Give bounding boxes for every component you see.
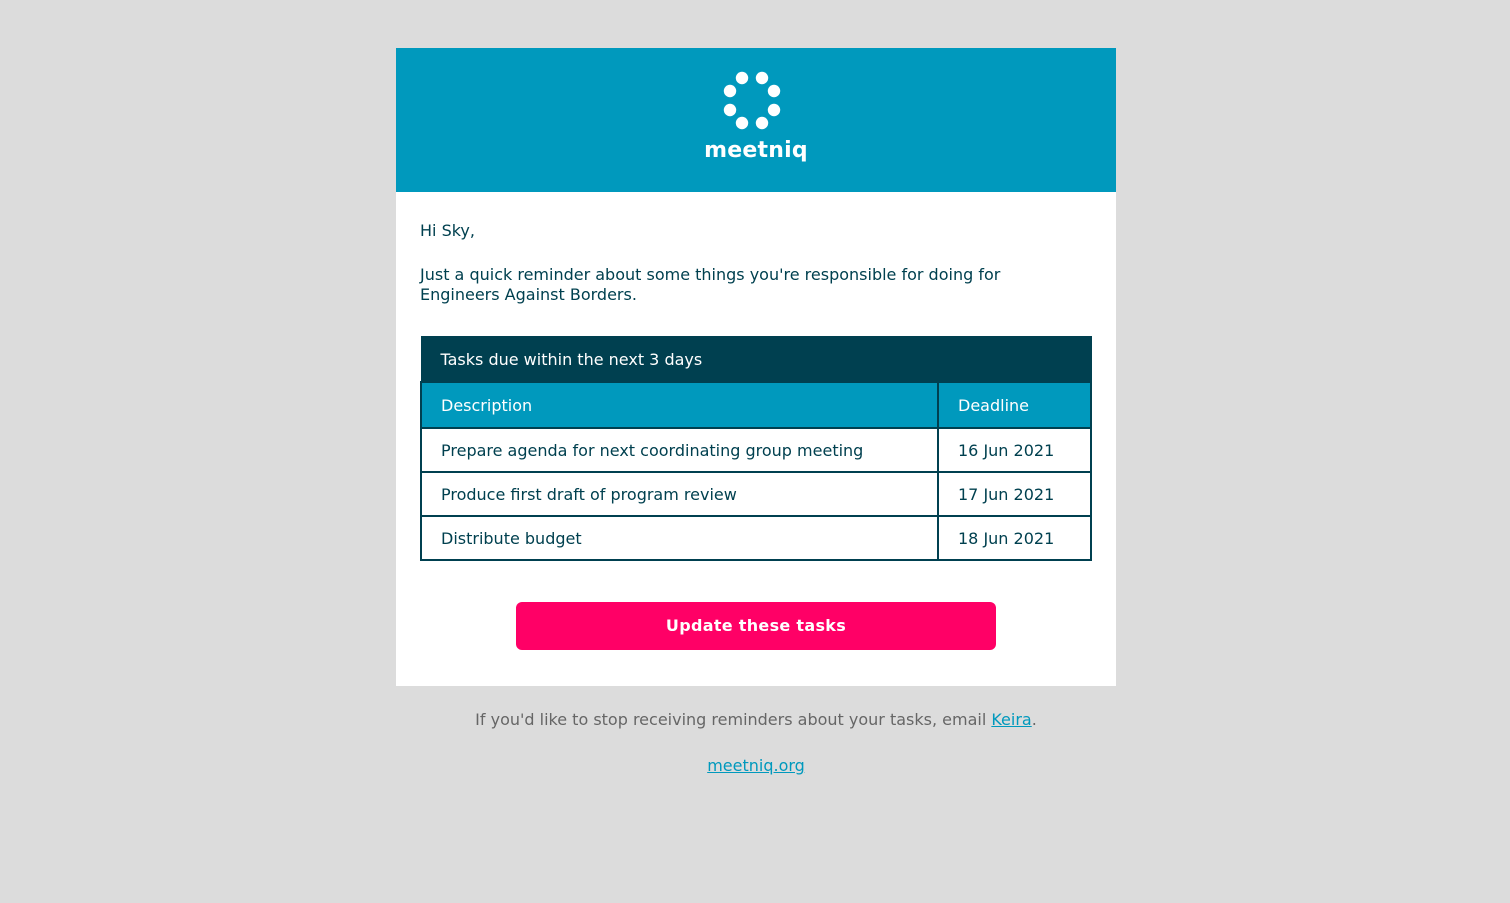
email-footer (396, 708, 1116, 778)
task-deadline: 17 Jun 2021 (938, 472, 1091, 516)
table-header-row (421, 382, 1091, 428)
table-row (421, 428, 1091, 472)
table-row (421, 472, 1091, 516)
task-description: Prepare agenda for next coordinating group meeting (421, 428, 938, 472)
task-description: Distribute budget (421, 516, 938, 560)
column-header-deadline: Deadline (938, 382, 1091, 428)
intro-text: Just a quick reminder about some things you're responsible for doing for Engineers Against Borders. (420, 265, 1001, 304)
website-link[interactable]: meetniq.org (707, 756, 805, 775)
table-caption: Tasks due within the next 3 days (421, 337, 1091, 383)
unsubscribe-suffix: . (1031, 710, 1037, 729)
email-body (396, 192, 1116, 686)
email-header (396, 48, 1116, 192)
tasks-table (420, 336, 1092, 561)
unsubscribe-prefix: If you'd like to stop receiving reminders about your tasks, email (475, 710, 992, 729)
greeting-text: Hi Sky, (420, 221, 475, 240)
table-caption-row (421, 337, 1091, 383)
email-keira-link[interactable]: Keira (991, 710, 1032, 729)
task-deadline: 16 Jun 2021 (938, 428, 1091, 472)
task-deadline: 18 Jun 2021 (938, 516, 1091, 560)
table-row (421, 516, 1091, 560)
email-card (396, 48, 1116, 686)
task-description: Produce first draft of program review (421, 472, 938, 516)
update-tasks-button[interactable]: Update these tasks (516, 602, 996, 650)
brand-name: meetniq (704, 138, 808, 163)
meetniq-dots-logo-icon (722, 71, 782, 131)
column-header-description: Description (421, 382, 938, 428)
unsubscribe-text (396, 708, 1116, 732)
